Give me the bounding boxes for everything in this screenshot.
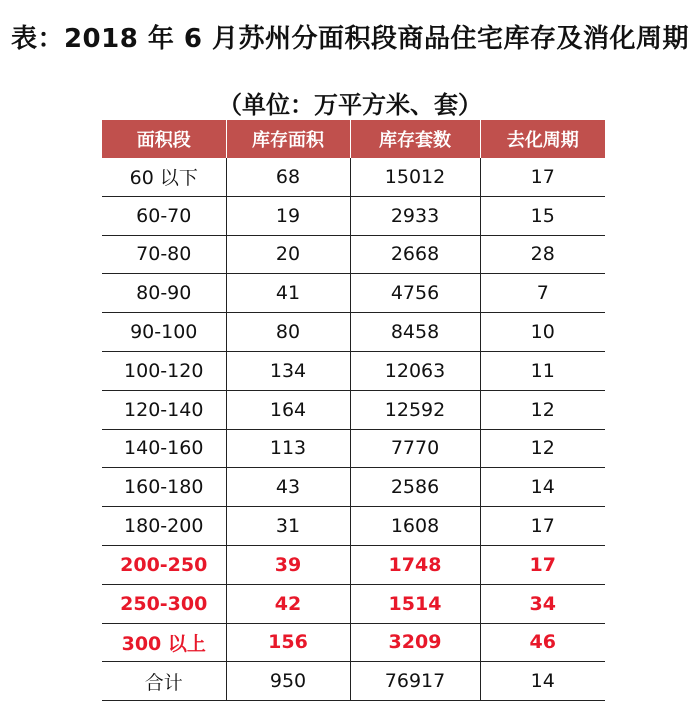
cell-area-range: 160-180 bbox=[102, 468, 226, 507]
cell-absorption-period: 17 bbox=[480, 158, 605, 196]
cell-area-range: 140-160 bbox=[102, 429, 226, 468]
cell-stock-units: 12063 bbox=[350, 351, 480, 390]
table-row bbox=[102, 429, 605, 468]
cell-absorption-period: 12 bbox=[480, 429, 605, 468]
cell-stock-area: 950 bbox=[226, 662, 350, 701]
cell-absorption-period: 17 bbox=[480, 545, 605, 584]
cell-absorption-period: 7 bbox=[480, 274, 605, 313]
cell-stock-units: 2933 bbox=[350, 196, 480, 235]
table-row bbox=[102, 158, 605, 196]
inventory-table bbox=[102, 120, 605, 701]
cell-area-range: 300 以上 bbox=[102, 623, 226, 662]
cell-absorption-period: 12 bbox=[480, 390, 605, 429]
cell-area-range: 180-200 bbox=[102, 507, 226, 546]
table-row bbox=[102, 351, 605, 390]
cell-absorption-period: 11 bbox=[480, 351, 605, 390]
cell-stock-area: 31 bbox=[226, 507, 350, 546]
cell-stock-units: 1748 bbox=[350, 545, 480, 584]
cell-stock-units: 12592 bbox=[350, 390, 480, 429]
table-row bbox=[102, 235, 605, 274]
header-stock-area: 库存面积 bbox=[226, 120, 350, 158]
cell-absorption-period: 14 bbox=[480, 662, 605, 701]
cell-stock-area: 80 bbox=[226, 313, 350, 352]
table-body bbox=[102, 158, 605, 701]
cell-stock-area: 42 bbox=[226, 584, 350, 623]
table-row bbox=[102, 507, 605, 546]
cell-absorption-period: 46 bbox=[480, 623, 605, 662]
table-header-row bbox=[102, 120, 605, 158]
cell-stock-units: 8458 bbox=[350, 313, 480, 352]
cell-area-range: 60 以下 bbox=[102, 158, 226, 196]
table-row bbox=[102, 584, 605, 623]
cell-stock-units: 76917 bbox=[350, 662, 480, 701]
cell-stock-units: 2668 bbox=[350, 235, 480, 274]
cell-stock-area: 156 bbox=[226, 623, 350, 662]
cell-area-range: 合计 bbox=[102, 662, 226, 701]
cell-stock-area: 20 bbox=[226, 235, 350, 274]
cell-stock-units: 1514 bbox=[350, 584, 480, 623]
cell-stock-area: 68 bbox=[226, 158, 350, 196]
cell-absorption-period: 34 bbox=[480, 584, 605, 623]
table-row bbox=[102, 468, 605, 507]
cell-stock-units: 2586 bbox=[350, 468, 480, 507]
cell-stock-units: 7770 bbox=[350, 429, 480, 468]
cell-area-range: 80-90 bbox=[102, 274, 226, 313]
cell-stock-area: 113 bbox=[226, 429, 350, 468]
table-row bbox=[102, 545, 605, 584]
cell-area-range: 100-120 bbox=[102, 351, 226, 390]
cell-stock-area: 19 bbox=[226, 196, 350, 235]
table-row bbox=[102, 313, 605, 352]
cell-area-range: 250-300 bbox=[102, 584, 226, 623]
cell-absorption-period: 15 bbox=[480, 196, 605, 235]
table-total-row bbox=[102, 662, 605, 701]
header-area-range: 面积段 bbox=[102, 120, 226, 158]
unit-caption: （单位：万平方米、套） bbox=[218, 91, 482, 119]
cell-area-range: 200-250 bbox=[102, 545, 226, 584]
page-title: 表：2018 年 6 月苏州分面积段商品住宅库存及消化周期 bbox=[10, 24, 690, 54]
cell-absorption-period: 10 bbox=[480, 313, 605, 352]
cell-absorption-period: 17 bbox=[480, 507, 605, 546]
cell-absorption-period: 14 bbox=[480, 468, 605, 507]
cell-stock-units: 4756 bbox=[350, 274, 480, 313]
cell-stock-area: 43 bbox=[226, 468, 350, 507]
cell-area-range: 70-80 bbox=[102, 235, 226, 274]
cell-stock-area: 39 bbox=[226, 545, 350, 584]
header-absorption-period: 去化周期 bbox=[480, 120, 605, 158]
cell-area-range: 120-140 bbox=[102, 390, 226, 429]
table-row bbox=[102, 390, 605, 429]
header-stock-units: 库存套数 bbox=[350, 120, 480, 158]
table-row bbox=[102, 623, 605, 662]
table-row bbox=[102, 196, 605, 235]
cell-stock-units: 15012 bbox=[350, 158, 480, 196]
cell-stock-area: 164 bbox=[226, 390, 350, 429]
cell-stock-area: 41 bbox=[226, 274, 350, 313]
cell-stock-area: 134 bbox=[226, 351, 350, 390]
cell-stock-units: 1608 bbox=[350, 507, 480, 546]
table-row bbox=[102, 274, 605, 313]
cell-absorption-period: 28 bbox=[480, 235, 605, 274]
cell-area-range: 60-70 bbox=[102, 196, 226, 235]
cell-stock-units: 3209 bbox=[350, 623, 480, 662]
cell-area-range: 90-100 bbox=[102, 313, 226, 352]
